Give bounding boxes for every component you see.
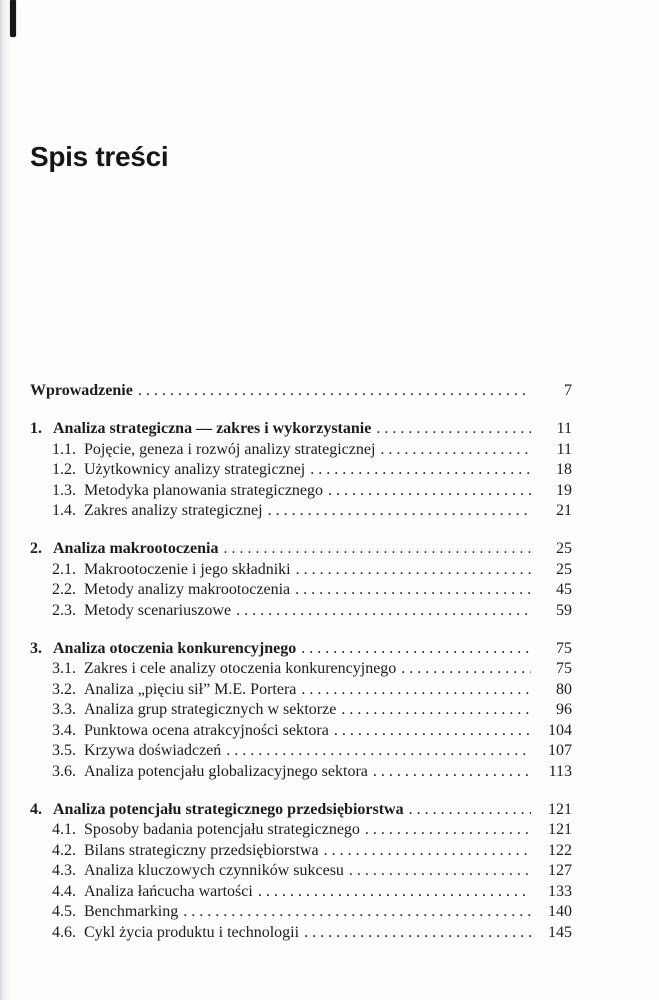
entry-title: Analiza łańcucha wartości — [84, 882, 253, 900]
entry-page-number: 127 — [548, 862, 572, 879]
entry-title: Analiza kluczowych czynników sukcesu — [84, 862, 344, 879]
toc-row-item-4-4 — [30, 882, 572, 903]
entry-page-number: 45 — [556, 581, 572, 598]
entry-number: 4. — [30, 800, 42, 818]
dot-leader — [365, 820, 531, 841]
toc-row-item-1-4 — [30, 501, 572, 522]
toc-row-item-3-4 — [30, 721, 572, 742]
entry-title: Analiza strategiczna — zakres i wykorzystanie — [53, 420, 372, 437]
scan-artifact-mark — [10, 0, 16, 37]
entry-page-number: 18 — [556, 461, 572, 478]
entry-number: 2.1. — [52, 560, 76, 578]
entry-page-number: 11 — [556, 440, 572, 458]
dot-leader — [301, 639, 531, 660]
entry-number: 1.2. — [52, 461, 76, 478]
entry-page-number: 75 — [556, 660, 572, 677]
dot-leader — [296, 560, 531, 581]
entry-number: 1. — [30, 420, 42, 437]
entry-title: Punktowa ocena atrakcyjności sektora — [84, 721, 329, 739]
entry-number: 3.3. — [52, 701, 76, 718]
entry-title: Cykl życia produktu i technologii — [84, 923, 300, 941]
entry-title: Użytkownicy analizy strategicznej — [84, 461, 306, 478]
entry-number: 4.3. — [52, 862, 76, 879]
dot-leader — [226, 741, 531, 762]
dot-leader — [236, 601, 531, 622]
dot-leader — [376, 419, 531, 440]
dot-leader — [324, 841, 531, 862]
entry-title: Benchmarking — [84, 903, 179, 920]
entry-title: Metodyka planowania strategicznego — [84, 481, 324, 499]
entry-title: Analiza potencjału globalizacyjnego sektora — [84, 762, 368, 780]
dot-leader — [138, 381, 531, 402]
toc-row-section-1 — [30, 419, 572, 440]
entry-title: Bilans strategiczny przedsiębiorstwa — [84, 841, 319, 859]
toc-row-item-2-3 — [30, 601, 572, 622]
toc-row-section-2 — [30, 539, 572, 560]
entry-title: Analiza potencjału strategicznego przedsiębiorstwa — [53, 800, 404, 818]
dot-leader — [349, 861, 531, 882]
entry-page-number: 25 — [556, 540, 572, 557]
dot-leader — [258, 882, 531, 903]
page-title: Spis treści — [30, 141, 169, 172]
entry-title: Analiza „pięciu sił” M.E. Portera — [84, 680, 297, 698]
entry-title: Zakres analizy strategicznej — [84, 502, 263, 519]
dot-leader — [334, 721, 531, 742]
toc-row-item-1-1 — [30, 440, 572, 461]
toc-section-group — [30, 639, 572, 783]
entry-number: 4.1. — [52, 821, 76, 838]
entry-page-number: 104 — [548, 721, 572, 739]
entry-title: Wprowadzenie — [30, 382, 133, 399]
entry-page-number: 96 — [556, 701, 572, 718]
entry-page-number: 133 — [548, 882, 572, 900]
entry-page-number: 59 — [556, 601, 572, 619]
toc-row-item-4-2 — [30, 841, 572, 862]
toc-row-item-3-6 — [30, 762, 572, 783]
entry-number: 2.2. — [52, 581, 76, 598]
entry-title: Analiza otoczenia konkurencyjnego — [53, 639, 297, 657]
toc-row-section-3 — [30, 639, 572, 660]
entry-number: 3.5. — [52, 742, 76, 759]
dot-leader — [304, 923, 531, 944]
toc-row-item-4-1 — [30, 820, 572, 841]
entry-number: 1.4. — [52, 502, 76, 519]
entry-number: 3.4. — [52, 721, 76, 739]
entry-title: Pojęcie, geneza i rozwój analizy strategicznej — [84, 440, 376, 458]
entry-title: Makrootoczenie i jego składniki — [84, 560, 291, 578]
entry-page-number: 122 — [548, 841, 572, 859]
toc-section-group — [30, 539, 572, 621]
entry-number: 3.1. — [52, 660, 76, 677]
entry-title: Analiza grup strategicznych w sektorze — [84, 701, 337, 718]
entry-number: 2.3. — [52, 601, 76, 619]
entry-page-number: 21 — [556, 502, 572, 519]
dot-leader — [328, 481, 531, 502]
entry-page-number: 121 — [548, 821, 572, 838]
entry-page-number: 25 — [556, 560, 572, 578]
entry-number: 1.3. — [52, 481, 76, 499]
toc-row-item-1-3 — [30, 481, 572, 502]
entry-page-number: 7 — [564, 382, 572, 399]
toc-row-item-2-2 — [30, 580, 572, 601]
toc-section-group — [30, 800, 572, 944]
table-of-contents — [30, 381, 572, 943]
entry-number: 4.5. — [52, 903, 76, 920]
toc-section-group — [30, 419, 572, 522]
entry-page-number: 113 — [548, 762, 572, 780]
toc-row-item-1-2 — [30, 460, 572, 481]
dot-leader — [268, 501, 531, 522]
entry-number: 1.1. — [52, 440, 76, 458]
entry-title: Sposoby badania potencjału strategicznego — [84, 821, 360, 838]
toc-row-item-3-5 — [30, 741, 572, 762]
toc-row-item-3-1 — [30, 659, 572, 680]
dot-leader — [401, 659, 531, 680]
entry-number: 3.2. — [52, 680, 76, 698]
entry-number: 4.6. — [52, 923, 76, 941]
toc-row-item-4-5 — [30, 902, 572, 923]
entry-page-number: 75 — [556, 639, 572, 657]
entry-number: 4.4. — [52, 882, 76, 900]
dot-leader — [373, 762, 531, 783]
entry-number: 3. — [30, 639, 42, 657]
entry-title: Metody analizy makrootoczenia — [84, 581, 291, 598]
dot-leader — [341, 700, 531, 721]
toc-row-item-4-6 — [30, 923, 572, 944]
entry-page-number: 19 — [556, 481, 572, 499]
dot-leader — [295, 580, 531, 601]
entry-title: Analiza makrootoczenia — [53, 540, 219, 557]
entry-page-number: 11 — [556, 420, 572, 437]
toc-row-item-2-1 — [30, 560, 572, 581]
toc-row-item-3-2 — [30, 680, 572, 701]
entry-number: 2. — [30, 540, 42, 557]
dot-leader — [223, 539, 531, 560]
entry-page-number: 80 — [556, 680, 572, 698]
toc-row-item-4-3 — [30, 861, 572, 882]
entry-title: Zakres i cele analizy otoczenia konkurencyjnego — [84, 660, 397, 677]
entry-title: Krzywa doświadczeń — [84, 742, 222, 759]
dot-leader — [310, 460, 531, 481]
entry-page-number: 145 — [548, 923, 572, 941]
toc-row-item-3-3 — [30, 700, 572, 721]
entry-page-number: 140 — [548, 903, 572, 920]
toc-row-wprowadzenie — [30, 381, 572, 402]
scan-edge-shadow — [0, 0, 12, 1000]
dot-leader — [301, 680, 531, 701]
entry-title: Metody scenariuszowe — [84, 601, 232, 619]
toc-row-section-4 — [30, 800, 572, 821]
dot-leader — [380, 440, 531, 461]
dot-leader — [183, 902, 531, 923]
entry-page-number: 121 — [548, 800, 572, 818]
entry-number: 3.6. — [52, 762, 76, 780]
entry-page-number: 107 — [548, 742, 572, 759]
dot-leader — [409, 800, 531, 821]
entry-number: 4.2. — [52, 841, 76, 859]
